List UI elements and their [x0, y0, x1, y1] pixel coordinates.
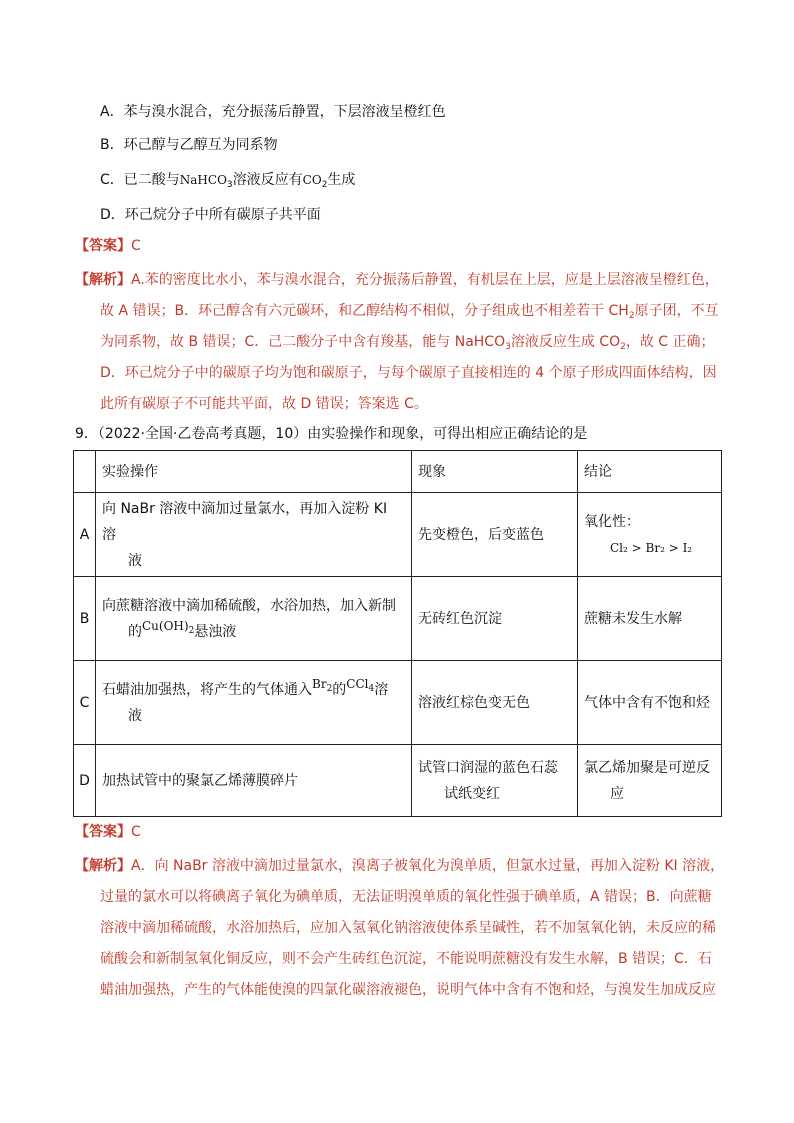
operation-line — [102, 619, 405, 645]
option-text: 苯与溴水混合，充分振荡后静置，下层溶液呈橙红色 — [123, 104, 446, 120]
operation-cell: 加热试管中的聚氯乙烯薄膜碎片 — [96, 745, 412, 817]
q8-option-d — [100, 205, 321, 225]
subscript: 3 — [226, 180, 233, 190]
analysis-text: 硫酸会和新制氢氧化铜反应，则不会产生砖红色沉淀，不能说明蔗糖没有发生水解，B 错误；C．石 — [100, 951, 712, 967]
formula-co2: CO — [302, 173, 322, 187]
analysis-text: 此所有碳原子不可能共平面，故 D 错误；答案选 C。 — [100, 396, 428, 412]
analysis-block-2 — [75, 856, 725, 1011]
operation-text: 的 — [332, 681, 347, 698]
subscript: 2 — [620, 342, 626, 352]
phenomenon-cell — [412, 745, 578, 817]
analysis-text: ，故 C 正确； — [625, 334, 715, 350]
phenomenon-cell: 先变橙色，后变蓝色 — [412, 493, 578, 577]
table-row — [74, 745, 722, 817]
formula-text: Cu(OH) — [142, 618, 189, 633]
option-text: 环己醇与乙醇互为同系物 — [123, 137, 278, 153]
table-row — [74, 493, 722, 577]
operation-line: 向 NaBr 溶液中滴加过量氯水，再加入淀粉 KI 溶 — [102, 500, 388, 543]
row-label: D — [74, 745, 96, 817]
conclusion-cell — [578, 493, 722, 577]
option-text: 已二酸与 — [123, 172, 180, 188]
operation-line: 液 — [128, 707, 142, 724]
formula-ccl4 — [346, 676, 375, 694]
subscript: 2 — [628, 311, 635, 321]
analysis-text: 故 A 错误；B．环己醇含有六元碳环，和乙醇结构不相似，分子组成也不相差若干 CH — [100, 303, 629, 319]
table-row — [74, 661, 722, 745]
header-phenomenon: 现象 — [412, 451, 578, 493]
phenomenon-cell: 溶液红棕色变无色 — [412, 661, 578, 745]
row-label: A — [74, 493, 96, 577]
option-letter: B． — [100, 137, 124, 153]
option-letter: C． — [100, 172, 124, 188]
subscript: 2 — [188, 625, 195, 636]
operation-cell — [96, 661, 412, 745]
q8-option-a — [100, 102, 446, 122]
option-text: 生成 — [327, 172, 356, 188]
table-row — [74, 577, 722, 661]
conclusion-line: 氧化性： — [584, 513, 640, 530]
analysis-text: A.苯的密度比水小，苯与溴水混合，充分振荡后静置，有机层在上层，应是上层溶液呈橙红色， — [131, 272, 719, 288]
analysis-text: D．环己烷分子中的碳原子均为饱和碳原子，与每个碳原子直接相连的 4 个原子形成四面体结构，因 — [100, 365, 717, 381]
analysis-text: 蜡油加强热，产生的气体能使溴的四氯化碳溶液褪色，说明气体中含有不饱和烃，与溴发生加成反应 — [100, 982, 716, 998]
operation-line: 向蔗糖溶液中滴加稀硫酸，水浴加热，加入新制 — [102, 597, 396, 614]
operation-cell — [96, 493, 412, 577]
header-conclusion: 结论 — [578, 451, 722, 493]
row-label: C — [74, 661, 96, 745]
answer-value: C — [131, 238, 141, 254]
conclusion-cell: 蔗糖未发生水解 — [578, 577, 722, 661]
analysis-text: 过量的氯水可以将碘离子氧化为碘单质，无法证明溴单质的氧化性强于碘单质，A 错误；B．向蔗糖 — [100, 889, 712, 905]
subscript: 3 — [505, 342, 511, 352]
conclusion-line: 氯乙烯加聚是可逆反 — [584, 759, 710, 776]
formula-text: CCl — [346, 676, 369, 691]
option-letter: A． — [100, 104, 124, 120]
option-text: 环己烷分子中所有碳原子共平面 — [124, 207, 321, 223]
answer-line-2 — [75, 822, 141, 842]
analysis-tag: 【解析】 — [75, 858, 131, 874]
answer-tag: 【答案】 — [75, 824, 131, 840]
header-operation: 实验操作 — [96, 451, 412, 493]
q8-option-b — [100, 135, 278, 155]
experiment-table — [73, 450, 722, 817]
conclusion-cell — [578, 745, 722, 817]
analysis-tag: 【解析】 — [75, 272, 131, 288]
subscript: 2 — [321, 180, 328, 190]
row-label: B — [74, 577, 96, 661]
formula-br2 — [312, 676, 333, 694]
option-text: 溶液反应有 — [232, 172, 303, 188]
table-header-row — [74, 451, 722, 493]
option-letter: D． — [100, 207, 125, 223]
phenomenon-line: 试管口润湿的蓝色石蕊 — [418, 759, 558, 776]
oxidation-order-formula: Cl₂ > Br₂ > I₂ — [610, 540, 693, 555]
subscript: 4 — [368, 683, 375, 694]
q9-stem: 9．（2022·全国·乙卷高考真题，10）由实验操作和现象，可得出相应正确结论的是 — [75, 426, 588, 442]
subscript: 2 — [326, 683, 333, 694]
formula-nahco3: NaHCO — [179, 173, 227, 187]
formula-cuoh2 — [142, 618, 195, 636]
phenomenon-cell: 无砖红色沉淀 — [412, 577, 578, 661]
conclusion-line: 应 — [610, 785, 624, 802]
phenomenon-line: 试纸变红 — [444, 785, 500, 802]
operation-cell — [96, 577, 412, 661]
analysis-text: 为同系物，故 B 错误；C．己二酸分子中含有羧基，能与 NaHCO — [100, 334, 506, 350]
operation-line — [102, 677, 405, 703]
q8-option-c — [100, 170, 355, 190]
analysis-block-1 — [75, 270, 725, 425]
operation-line: 液 — [128, 552, 142, 569]
operation-text: 溶 — [374, 681, 389, 698]
answer-line-1 — [75, 236, 141, 256]
analysis-text: 原子团，不互 — [634, 303, 719, 319]
analysis-text: A．向 NaBr 溶液中滴加过量氯水，溴离子被氧化为溴单质，但氯水过量，再加入淀粉 KI 溶液， — [131, 858, 725, 874]
conclusion-cell: 气体中含有不饱和烃 — [578, 661, 722, 745]
analysis-text: 溶液反应生成 CO — [510, 334, 621, 350]
operation-text: 悬浊液 — [194, 623, 237, 640]
table-cell-blank — [74, 451, 96, 493]
formula-text: Br — [312, 676, 327, 691]
operation-text: 的 — [128, 623, 142, 640]
answer-tag: 【答案】 — [75, 238, 131, 254]
answer-value: C — [131, 824, 141, 840]
operation-text: 石蜡油加强热，将产生的气体通入 — [102, 681, 312, 698]
analysis-text: 溶液中滴加稀硫酸，水浴加热后，应加入氢氧化钠溶液使体系呈碱性，若不加氢氧化钠，未反应的稀 — [100, 920, 716, 936]
